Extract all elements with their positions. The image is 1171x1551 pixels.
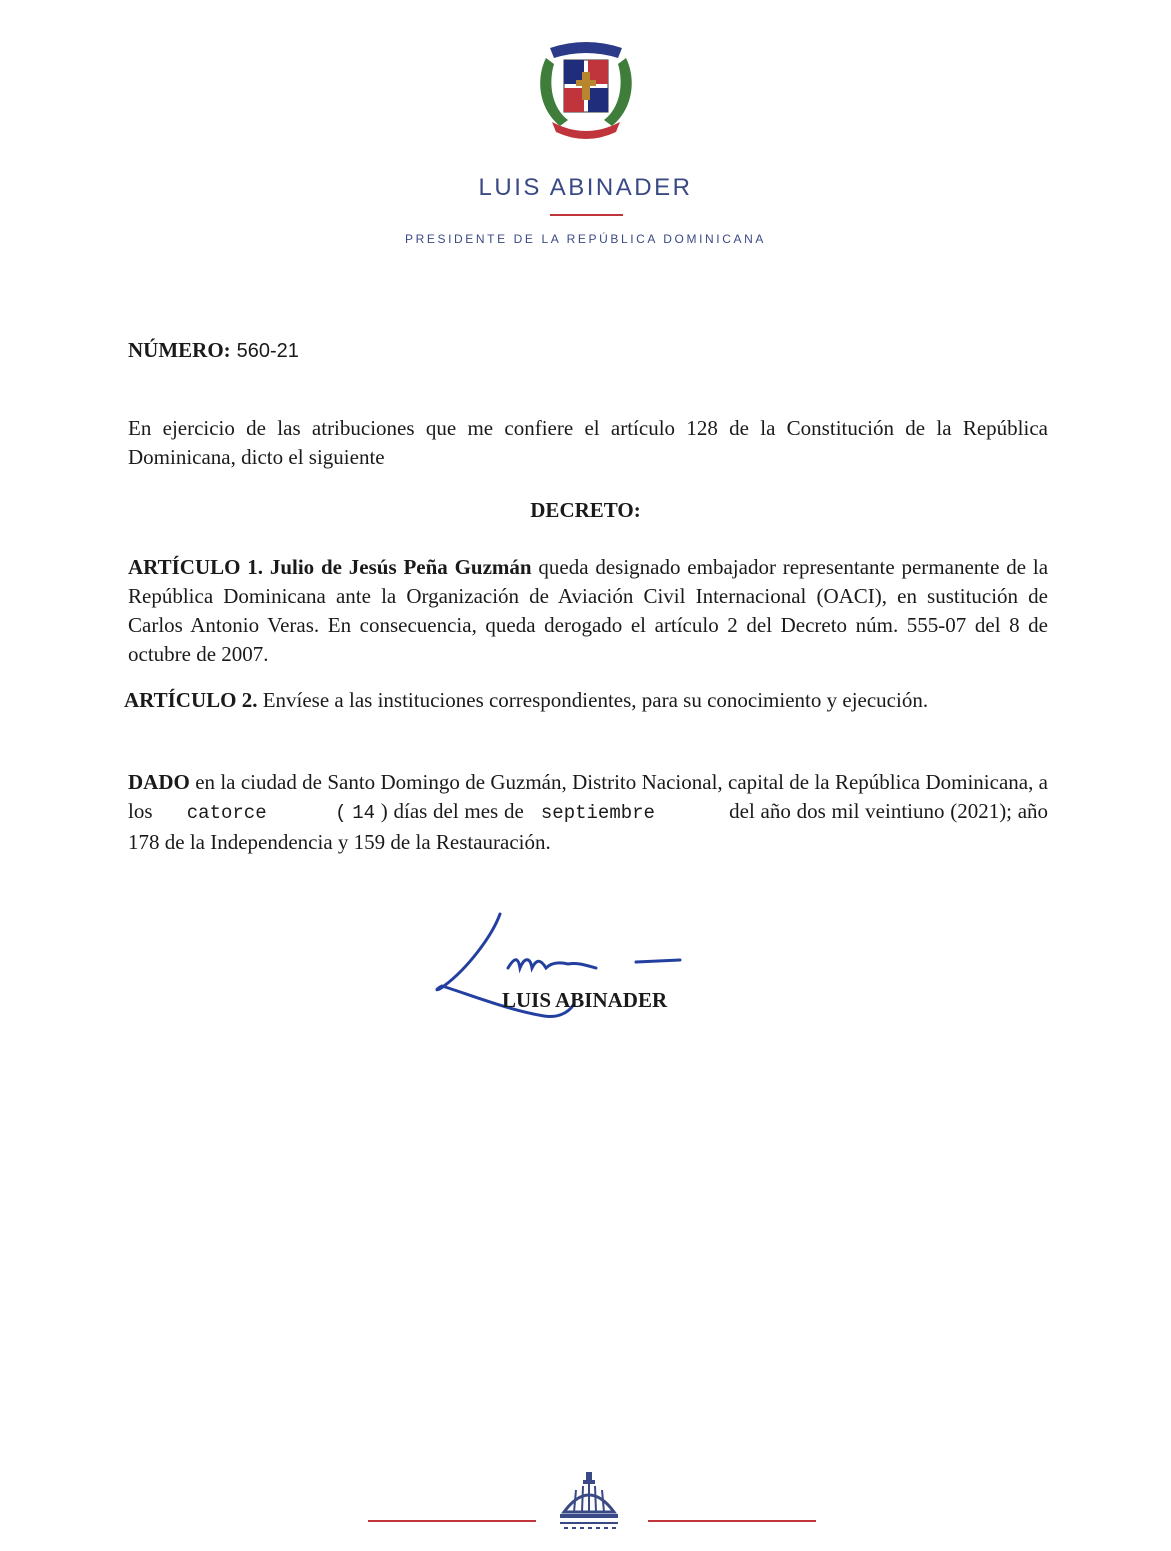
article-1-name: Julio de Jesús Peña Guzmán	[269, 555, 532, 579]
dado-text-1: en la ciudad de Santo Domingo de Guzmán, Distrito Nacional, capital de la República Dominicana, a los	[128, 770, 1048, 823]
article-1-text: queda designado embajador representante permanente de la República Dominicana ante la Organización de Aviación Civil Internacional (OACI), en sustitución de Carlos Antonio Veras. En consecuencia, queda derogado el artículo 2 del Decreto núm. 555-07 del 8 de octubre de 2007.	[128, 555, 1049, 666]
intro-paragraph: En ejercicio de las atribuciones que me confiere el artículo 128 de la Constitución de la República Dominicana, dicto el siguiente	[128, 416, 1048, 469]
day-number: 14	[352, 802, 376, 824]
coat-of-arms-icon	[532, 38, 640, 142]
day-in-words: catorce	[186, 802, 267, 824]
article-2-label: ARTÍCULO 2.	[124, 688, 258, 712]
decree-number-label: NÚMERO:	[128, 338, 231, 362]
article-1-label: ARTÍCULO 1.	[128, 555, 264, 579]
footer-rule-right	[648, 1520, 816, 1522]
header-divider	[550, 214, 623, 216]
header-name: LUIS ABINADER	[478, 174, 693, 201]
month-name: septiembre	[540, 802, 655, 824]
dado-label: DADO	[128, 770, 190, 794]
footer-rule-left	[368, 1520, 536, 1522]
decree-number-value: 560-21	[236, 340, 299, 362]
signatory-name: LUIS ABINADER	[502, 988, 668, 1012]
article-1	[128, 553, 1048, 669]
dado-text-3: del año dos mil veintiuno (2021); año 178 de la Independencia y 159 de la Restauración.	[128, 799, 1049, 854]
article-2	[124, 686, 928, 715]
palace-dome-icon	[556, 1470, 622, 1530]
article-2-text: Envíese a las instituciones correspondientes, para su conocimiento y ejecución.	[262, 688, 929, 712]
decree-number	[128, 338, 299, 363]
dado-text-2: días del mes de	[393, 799, 524, 823]
decree-heading: DECRETO:	[530, 498, 641, 522]
dado-paragraph: DADO en la ciudad de Santo Domingo de Guzmán, Distrito Nacional, capital de la República Dominicana, a los catorce ( 14 ) días del mes de septiembre del año dos mil veintiuno (2021); año 178 de la Independencia y 159 de la Restauración.	[128, 770, 1049, 854]
header-title: PRESIDENTE DE LA REPÚBLICA DOMINICANA	[405, 232, 766, 246]
